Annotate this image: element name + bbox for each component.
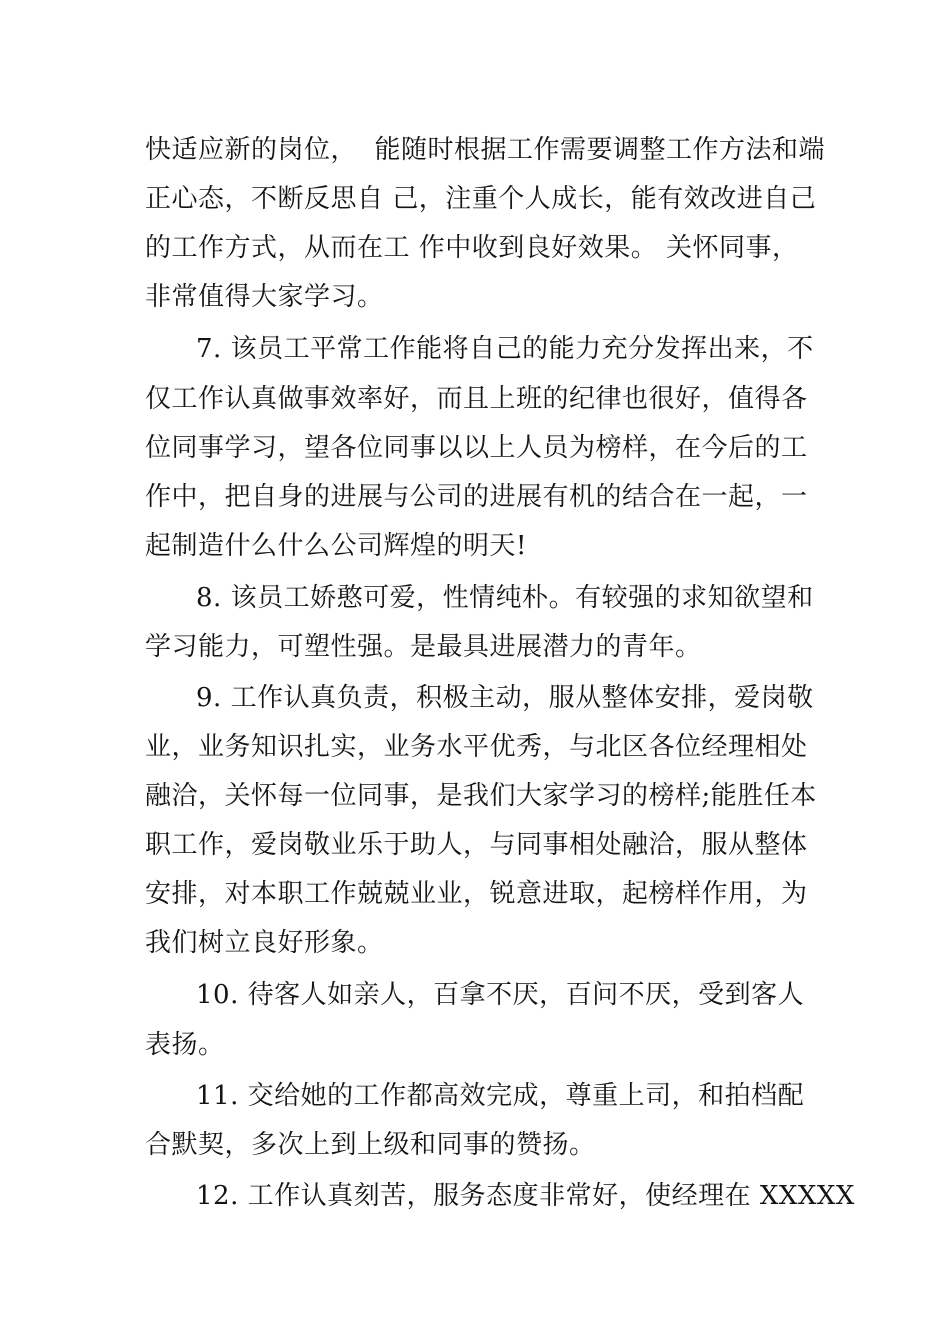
text-line: 学习能力，可塑性强。是最具进展潜力的青年。 — [145, 632, 702, 662]
text-line: 业，业务知识扎实，业务水平优秀，与北区各位经理相处 — [145, 732, 808, 762]
text-line: 安排，对本职工作兢兢业业，锐意进取，起榜样作用，为 — [145, 879, 808, 909]
paragraph-9-first-line: 9. 工作认真负责，积极主动，服从整体安排，爱岗敬 — [196, 683, 814, 713]
paragraph-12-first-line: 12. 工作认真刻苦，服务态度非常好，使经理在 XXXXX — [196, 1181, 855, 1211]
text-line: 表扬。 — [145, 1030, 225, 1060]
text-line: 非常值得大家学习。 — [145, 282, 384, 312]
text-line: 正心态，不断反思自 己，注重个人成长，能有效改进自己 — [145, 184, 817, 214]
text-line: 职工作，爱岗敬业乐于助人，与同事相处融洽，服从整体 — [145, 830, 808, 860]
text-line: 的工作方式，从而在工 作中收到良好效果。 关怀同事， — [145, 233, 799, 263]
text-line: 仅工作认真做事效率好，而且上班的纪律也很好，值得各 — [145, 384, 808, 414]
paragraph-8-first-line: 8. 该员工娇憨可爱，性情纯朴。有较强的求知欲望和 — [196, 583, 814, 613]
paragraph-7-first-line: 7. 该员工平常工作能将自己的能力充分发挥出来，不 — [196, 334, 814, 364]
paragraph-10-first-line: 10. 待客人如亲人，百拿不厌，百问不厌，受到客人 — [196, 980, 805, 1010]
text-line: 融洽，关怀每一位同事，是我们大家学习的榜样;能胜任本 — [145, 781, 817, 811]
text-line: 快适应新的岗位， 能随时根据工作需要调整工作方法和端 — [145, 135, 826, 165]
text-line: 作中，把自身的进展与公司的进展有机的结合在一起，一 — [145, 482, 808, 512]
text-line: 合默契，多次上到上级和同事的赞扬。 — [145, 1130, 596, 1160]
text-line: 位同事学习，望各位同事以以上人员为榜样，在今后的工 — [145, 433, 808, 463]
text-line: 起制造什么什么公司辉煌的明天! — [145, 531, 527, 561]
paragraph-11-first-line: 11. 交给她的工作都高效完成，尊重上司，和拍档配 — [196, 1081, 805, 1111]
text-line: 我们树立良好形象。 — [145, 928, 384, 958]
